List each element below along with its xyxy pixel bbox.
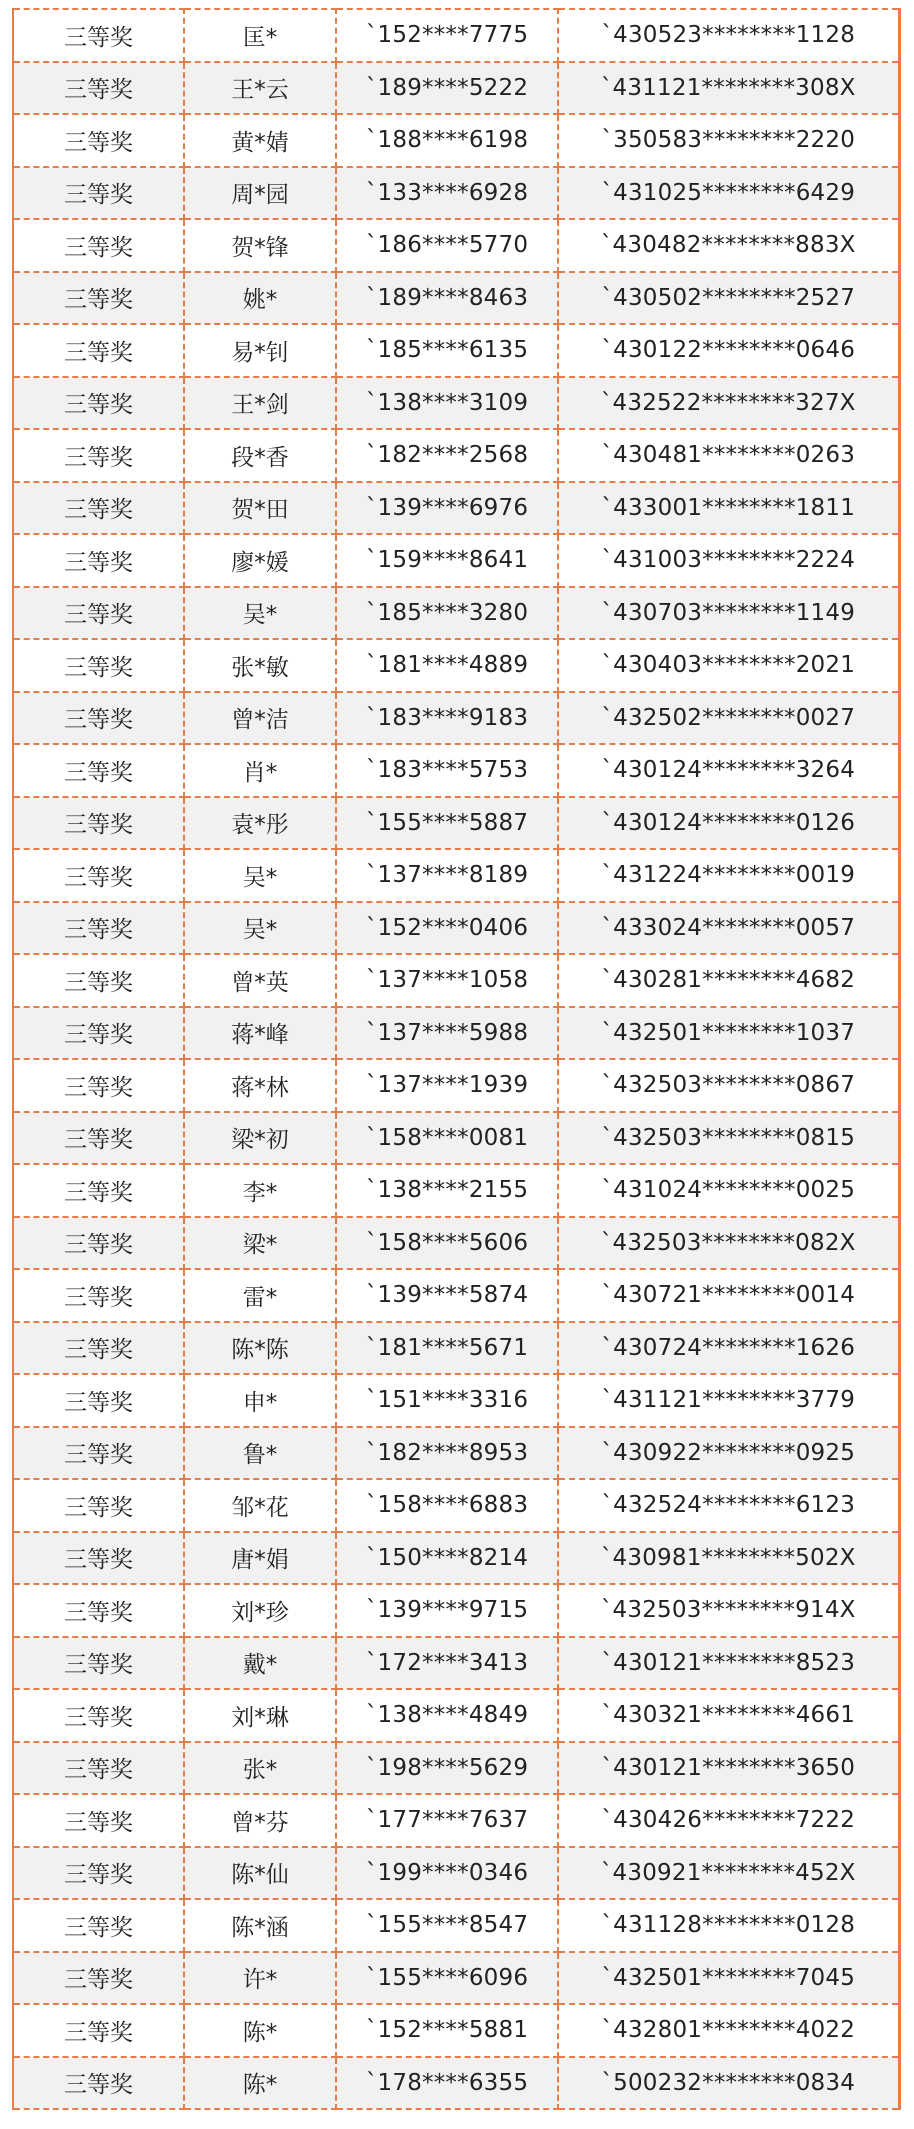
id-number-cell: `432503********0867 — [558, 1059, 899, 1112]
table-row — [13, 744, 899, 797]
prize-cell: 三等奖 — [13, 1689, 184, 1742]
prize-cell: 三等奖 — [13, 219, 184, 272]
phone-cell: `188****6198 — [336, 114, 558, 167]
table-row — [13, 2004, 899, 2057]
prize-cell: 三等奖 — [13, 1899, 184, 1952]
table-row — [13, 1532, 899, 1585]
table-row — [13, 324, 899, 377]
phone-cell: `155****5887 — [336, 797, 558, 850]
prize-cell: 三等奖 — [13, 272, 184, 325]
id-number-cell: `431128********0128 — [558, 1899, 899, 1952]
phone-cell: `138****3109 — [336, 377, 558, 430]
phone-cell: `159****8641 — [336, 534, 558, 587]
prize-cell: 三等奖 — [13, 1847, 184, 1900]
phone-cell: `183****9183 — [336, 692, 558, 745]
prize-cell: 三等奖 — [13, 1007, 184, 1060]
table-row — [13, 1689, 899, 1742]
phone-cell: `150****8214 — [336, 1532, 558, 1585]
id-number-cell: `430121********8523 — [558, 1637, 899, 1690]
prize-cell: 三等奖 — [13, 902, 184, 955]
prize-cell: 三等奖 — [13, 324, 184, 377]
table-row — [13, 587, 899, 640]
winner-name-cell: 王*云 — [184, 62, 336, 115]
phone-cell: `139****9715 — [336, 1584, 558, 1637]
phone-cell: `152****7775 — [336, 9, 558, 62]
id-number-cell: `430281********4682 — [558, 954, 899, 1007]
prize-cell: 三等奖 — [13, 1217, 184, 1270]
phone-cell: `133****6928 — [336, 167, 558, 220]
winner-name-cell: 周*园 — [184, 167, 336, 220]
phone-cell: `139****5874 — [336, 1269, 558, 1322]
winner-name-cell: 许* — [184, 1952, 336, 2005]
id-number-cell: `433024********0057 — [558, 902, 899, 955]
id-number-cell: `431121********3779 — [558, 1374, 899, 1427]
winner-name-cell: 陈*陈 — [184, 1322, 336, 1375]
winner-name-cell: 雷* — [184, 1269, 336, 1322]
winner-name-cell: 蒋*峰 — [184, 1007, 336, 1060]
table-row — [13, 692, 899, 745]
prize-cell: 三等奖 — [13, 62, 184, 115]
winner-name-cell: 鲁* — [184, 1427, 336, 1480]
winner-name-cell: 申* — [184, 1374, 336, 1427]
phone-cell: `137****8189 — [336, 849, 558, 902]
id-number-cell: `430124********3264 — [558, 744, 899, 797]
winner-name-cell: 吴* — [184, 902, 336, 955]
table-row — [13, 954, 899, 1007]
phone-cell: `137****5988 — [336, 1007, 558, 1060]
prize-cell: 三等奖 — [13, 1637, 184, 1690]
phone-cell: `138****2155 — [336, 1164, 558, 1217]
id-number-cell: `430981********502X — [558, 1532, 899, 1585]
table-row — [13, 1952, 899, 2005]
phone-cell: `137****1058 — [336, 954, 558, 1007]
winner-name-cell: 曾*英 — [184, 954, 336, 1007]
phone-cell: `158****5606 — [336, 1217, 558, 1270]
winner-name-cell: 姚* — [184, 272, 336, 325]
winner-name-cell: 李* — [184, 1164, 336, 1217]
phone-cell: `177****7637 — [336, 1794, 558, 1847]
id-number-cell: `432501********1037 — [558, 1007, 899, 1060]
table-row — [13, 534, 899, 587]
winner-name-cell: 陈* — [184, 2004, 336, 2057]
phone-cell: `158****0081 — [336, 1112, 558, 1165]
table-row — [13, 1479, 899, 1532]
id-number-cell: `432502********0027 — [558, 692, 899, 745]
id-number-cell: `432522********327X — [558, 377, 899, 430]
winner-name-cell: 张*敏 — [184, 639, 336, 692]
table-row — [13, 902, 899, 955]
phone-cell: `181****5671 — [336, 1322, 558, 1375]
winner-name-cell: 廖*媛 — [184, 534, 336, 587]
prize-cell: 三等奖 — [13, 2057, 184, 2110]
id-number-cell: `432503********082X — [558, 1217, 899, 1270]
id-number-cell: `431121********308X — [558, 62, 899, 115]
winner-name-cell: 段*香 — [184, 429, 336, 482]
id-number-cell: `430502********2527 — [558, 272, 899, 325]
phone-cell: `178****6355 — [336, 2057, 558, 2110]
phone-cell: `199****0346 — [336, 1847, 558, 1900]
prize-cell: 三等奖 — [13, 1952, 184, 2005]
winner-name-cell: 贺*田 — [184, 482, 336, 535]
phone-cell: `189****5222 — [336, 62, 558, 115]
winner-name-cell: 梁*初 — [184, 1112, 336, 1165]
id-number-cell: `500232********0834 — [558, 2057, 899, 2110]
prize-cell: 三等奖 — [13, 1059, 184, 1112]
id-number-cell: `430321********4661 — [558, 1689, 899, 1742]
table-row — [13, 1322, 899, 1375]
phone-cell: `183****5753 — [336, 744, 558, 797]
id-number-cell: `430721********0014 — [558, 1269, 899, 1322]
winner-name-cell: 曾*芬 — [184, 1794, 336, 1847]
prize-cell: 三等奖 — [13, 1479, 184, 1532]
phone-cell: `158****6883 — [336, 1479, 558, 1532]
winner-name-cell: 邹*花 — [184, 1479, 336, 1532]
table-row — [13, 2057, 899, 2110]
phone-cell: `181****4889 — [336, 639, 558, 692]
id-number-cell: `432503********914X — [558, 1584, 899, 1637]
id-number-cell: `431224********0019 — [558, 849, 899, 902]
phone-cell: `189****8463 — [336, 272, 558, 325]
winner-name-cell: 袁*彤 — [184, 797, 336, 850]
table-row — [13, 167, 899, 220]
table-row — [13, 272, 899, 325]
prize-cell: 三等奖 — [13, 692, 184, 745]
winner-name-cell: 易*钊 — [184, 324, 336, 377]
table-row — [13, 797, 899, 850]
prize-cell: 三等奖 — [13, 1794, 184, 1847]
prize-cell: 三等奖 — [13, 534, 184, 587]
prize-cell: 三等奖 — [13, 9, 184, 62]
winner-name-cell: 吴* — [184, 849, 336, 902]
prize-cell: 三等奖 — [13, 1269, 184, 1322]
table-row — [13, 1794, 899, 1847]
id-number-cell: `431003********2224 — [558, 534, 899, 587]
phone-cell: `139****6976 — [336, 482, 558, 535]
winner-name-cell: 王*剑 — [184, 377, 336, 430]
phone-cell: `186****5770 — [336, 219, 558, 272]
prize-cell: 三等奖 — [13, 1532, 184, 1585]
id-number-cell: `432524********6123 — [558, 1479, 899, 1532]
id-number-cell: `430403********2021 — [558, 639, 899, 692]
winner-name-cell: 梁* — [184, 1217, 336, 1270]
winner-name-cell: 张* — [184, 1742, 336, 1795]
phone-cell: `185****3280 — [336, 587, 558, 640]
id-number-cell: `430724********1626 — [558, 1322, 899, 1375]
table-row — [13, 1164, 899, 1217]
table-row — [13, 429, 899, 482]
prize-cell: 三等奖 — [13, 2004, 184, 2057]
table-row — [13, 1742, 899, 1795]
phone-cell: `138****4849 — [336, 1689, 558, 1742]
id-number-cell: `431024********0025 — [558, 1164, 899, 1217]
table-row — [13, 639, 899, 692]
id-number-cell: `432501********7045 — [558, 1952, 899, 2005]
prize-cell: 三等奖 — [13, 1742, 184, 1795]
winner-name-cell: 贺*锋 — [184, 219, 336, 272]
winner-name-cell: 陈*涵 — [184, 1899, 336, 1952]
winner-name-cell: 陈* — [184, 2057, 336, 2110]
table-row — [13, 219, 899, 272]
prize-cell: 三等奖 — [13, 849, 184, 902]
table-row — [13, 9, 899, 62]
winner-name-cell: 蒋*林 — [184, 1059, 336, 1112]
prize-cell: 三等奖 — [13, 954, 184, 1007]
winners-table — [12, 8, 901, 2110]
table-row — [13, 1374, 899, 1427]
prize-cell: 三等奖 — [13, 377, 184, 430]
table-row — [13, 1007, 899, 1060]
winner-name-cell: 唐*娟 — [184, 1532, 336, 1585]
prize-cell: 三等奖 — [13, 639, 184, 692]
phone-cell: `151****3316 — [336, 1374, 558, 1427]
id-number-cell: `432801********4022 — [558, 2004, 899, 2057]
prize-cell: 三等奖 — [13, 429, 184, 482]
id-number-cell: `350583********2220 — [558, 114, 899, 167]
table-row — [13, 1637, 899, 1690]
winners-table-container — [12, 8, 898, 2110]
table-row — [13, 849, 899, 902]
prize-cell: 三等奖 — [13, 797, 184, 850]
phone-cell: `137****1939 — [336, 1059, 558, 1112]
id-number-cell: `430124********0126 — [558, 797, 899, 850]
id-number-cell: `430482********883X — [558, 219, 899, 272]
phone-cell: `182****8953 — [336, 1427, 558, 1480]
winner-name-cell: 陈*仙 — [184, 1847, 336, 1900]
phone-cell: `155****8547 — [336, 1899, 558, 1952]
table-row — [13, 1217, 899, 1270]
phone-cell: `172****3413 — [336, 1637, 558, 1690]
table-row — [13, 114, 899, 167]
prize-cell: 三等奖 — [13, 1322, 184, 1375]
table-row — [13, 1427, 899, 1480]
id-number-cell: `432503********0815 — [558, 1112, 899, 1165]
winner-name-cell: 吴* — [184, 587, 336, 640]
table-row — [13, 482, 899, 535]
prize-cell: 三等奖 — [13, 1164, 184, 1217]
prize-cell: 三等奖 — [13, 167, 184, 220]
phone-cell: `185****6135 — [336, 324, 558, 377]
id-number-cell: `430426********7222 — [558, 1794, 899, 1847]
id-number-cell: `430481********0263 — [558, 429, 899, 482]
id-number-cell: `430122********0646 — [558, 324, 899, 377]
id-number-cell: `430922********0925 — [558, 1427, 899, 1480]
winner-name-cell: 曾*洁 — [184, 692, 336, 745]
table-row — [13, 1059, 899, 1112]
table-row — [13, 377, 899, 430]
winner-name-cell: 肖* — [184, 744, 336, 797]
prize-cell: 三等奖 — [13, 587, 184, 640]
prize-cell: 三等奖 — [13, 482, 184, 535]
id-number-cell: `430703********1149 — [558, 587, 899, 640]
table-row — [13, 1899, 899, 1952]
winner-name-cell: 黄*婧 — [184, 114, 336, 167]
winners-table-body — [13, 9, 899, 2109]
prize-cell: 三等奖 — [13, 744, 184, 797]
id-number-cell: `433001********1811 — [558, 482, 899, 535]
phone-cell: `155****6096 — [336, 1952, 558, 2005]
phone-cell: `152****0406 — [336, 902, 558, 955]
winner-name-cell: 匡* — [184, 9, 336, 62]
prize-cell: 三等奖 — [13, 1427, 184, 1480]
prize-cell: 三等奖 — [13, 1584, 184, 1637]
id-number-cell: `430121********3650 — [558, 1742, 899, 1795]
table-row — [13, 62, 899, 115]
winner-name-cell: 刘*琳 — [184, 1689, 336, 1742]
phone-cell: `198****5629 — [336, 1742, 558, 1795]
prize-cell: 三等奖 — [13, 1112, 184, 1165]
winner-name-cell: 戴* — [184, 1637, 336, 1690]
prize-cell: 三等奖 — [13, 114, 184, 167]
winner-name-cell: 刘*珍 — [184, 1584, 336, 1637]
phone-cell: `182****2568 — [336, 429, 558, 482]
table-row — [13, 1269, 899, 1322]
id-number-cell: `431025********6429 — [558, 167, 899, 220]
id-number-cell: `430523********1128 — [558, 9, 899, 62]
table-row — [13, 1847, 899, 1900]
table-row — [13, 1112, 899, 1165]
id-number-cell: `430921********452X — [558, 1847, 899, 1900]
table-row — [13, 1584, 899, 1637]
phone-cell: `152****5881 — [336, 2004, 558, 2057]
prize-cell: 三等奖 — [13, 1374, 184, 1427]
